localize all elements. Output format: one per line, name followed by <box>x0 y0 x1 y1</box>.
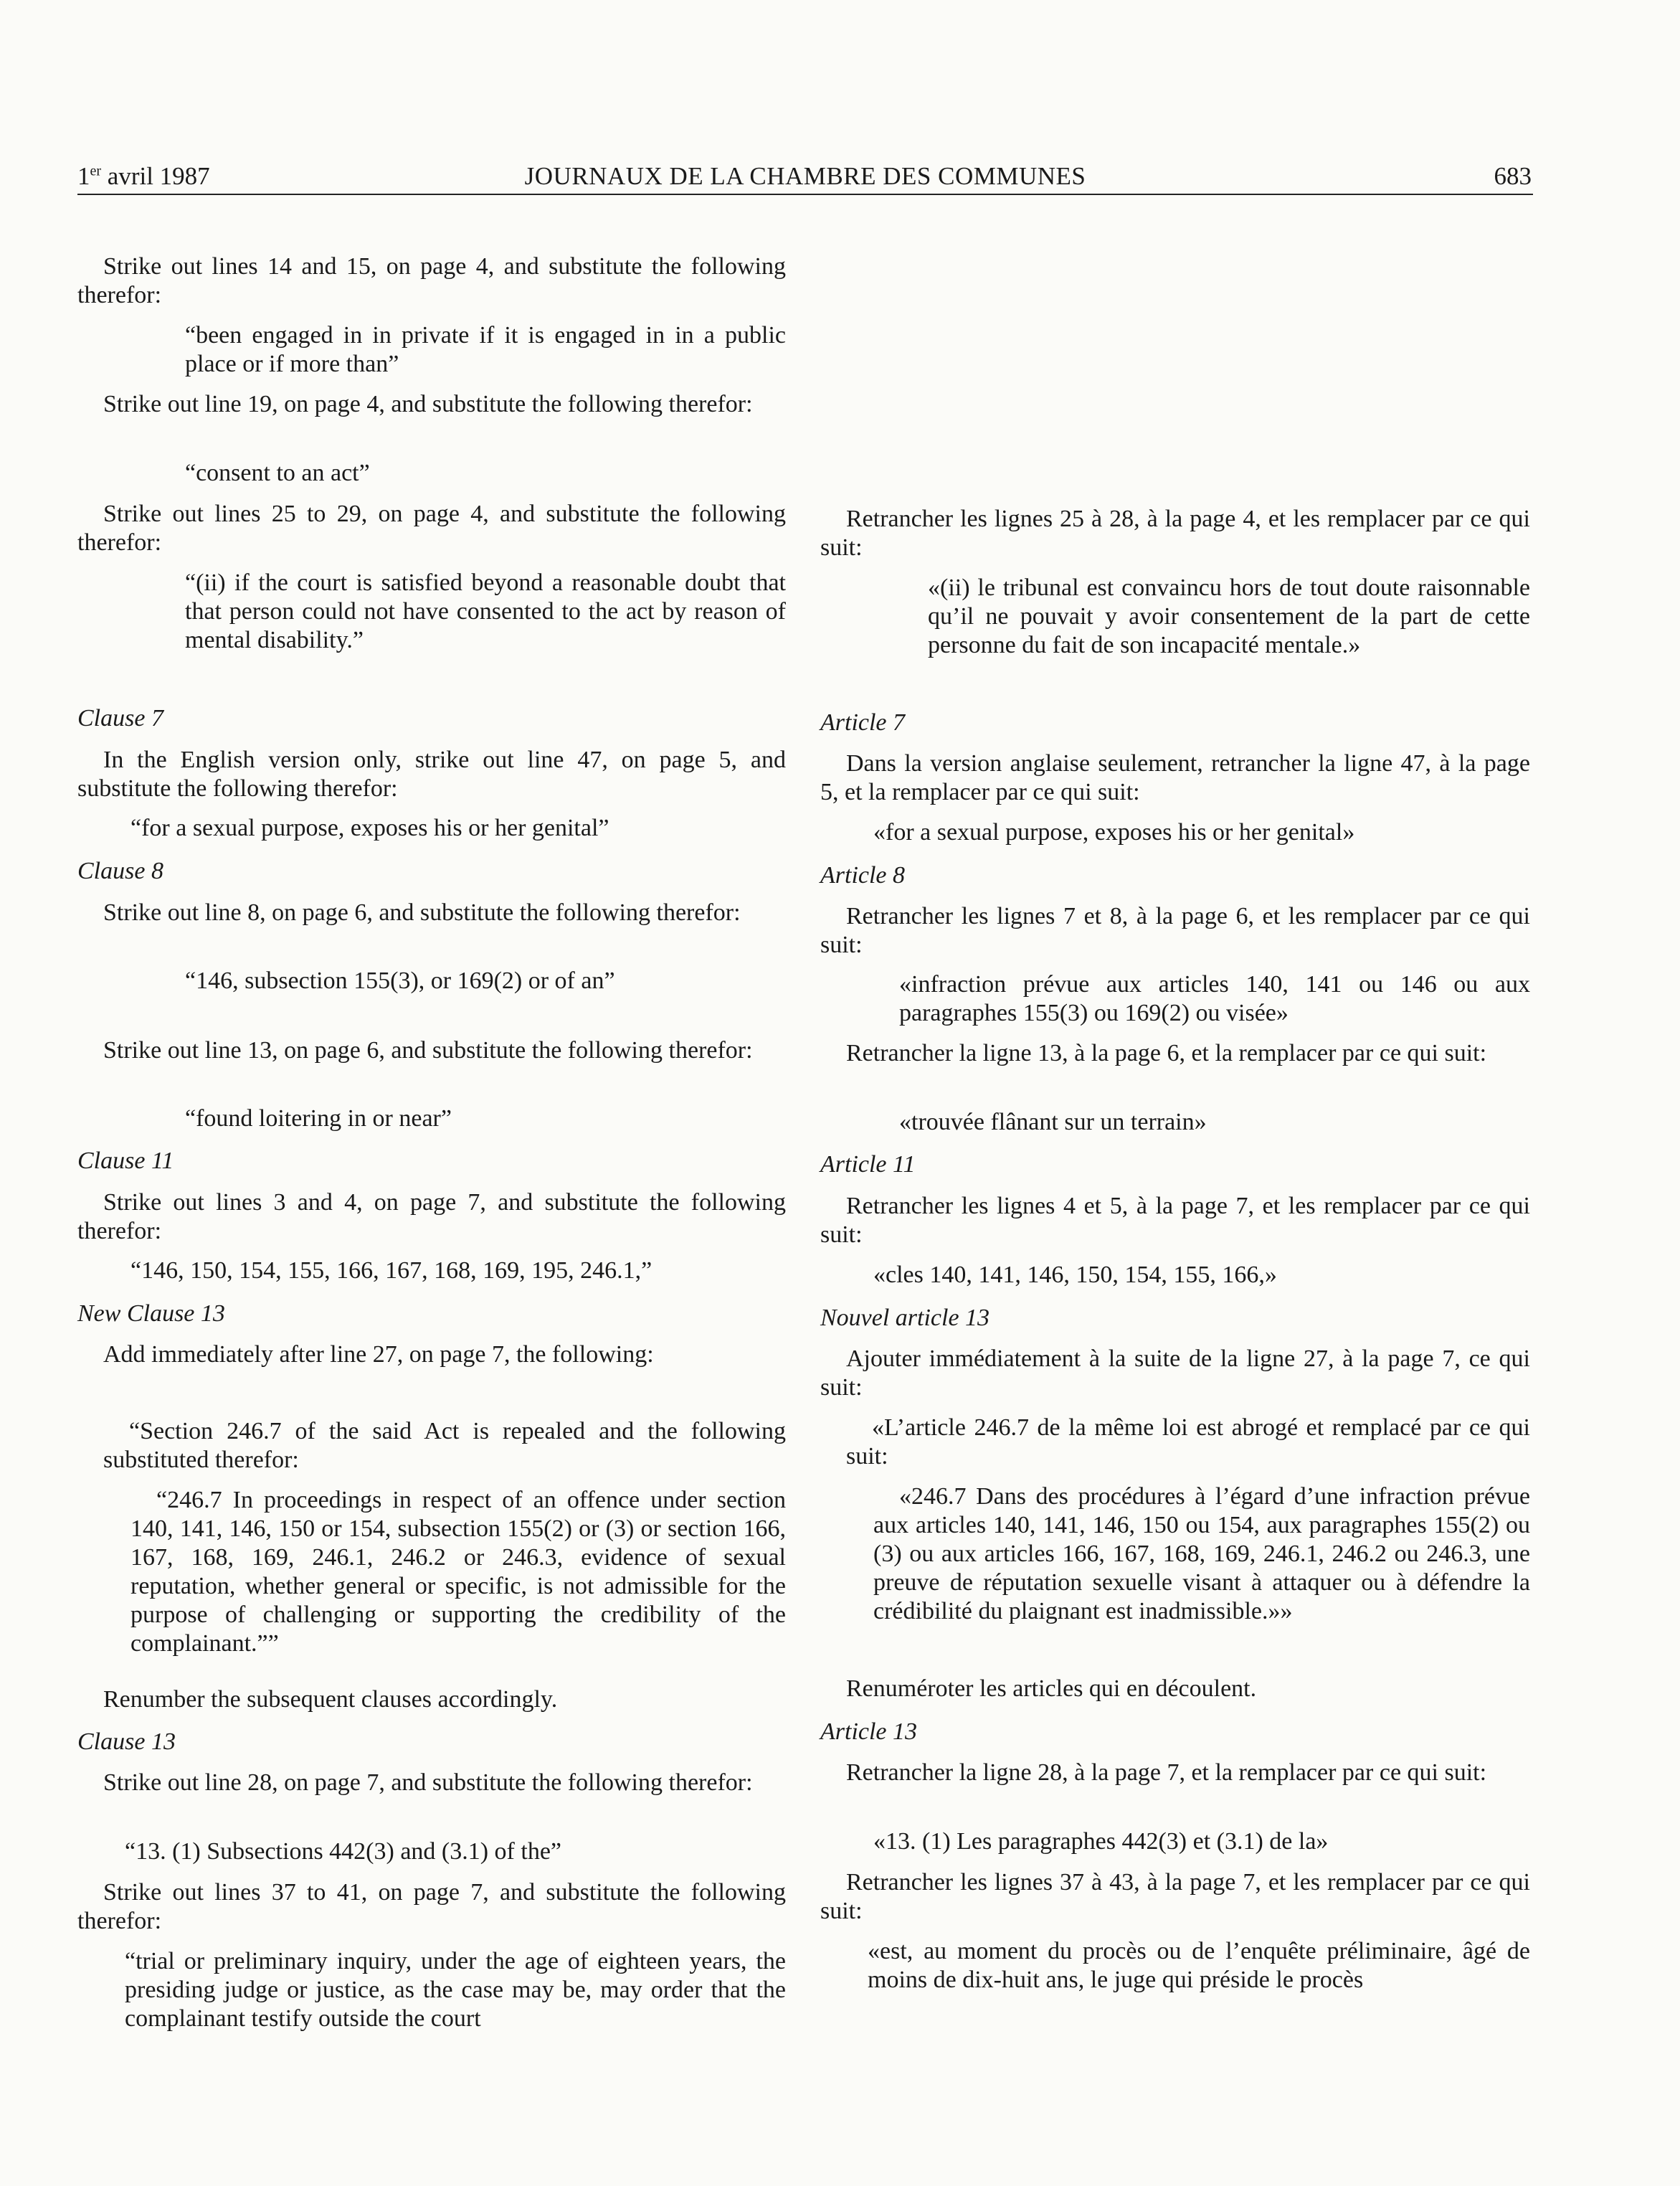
en-instruction-4: In the English version only, strike out line 47, on page 5, and substitute the following therefor: <box>77 747 786 802</box>
fr-instruction-7: Renuméroter les articles qui en découlent. <box>846 1675 1257 1702</box>
en-quote-11: “trial or preliminary inquiry, under the age of eighteen years, the presiding judge or justice, as the case may be, may order that the complainant testify outside the court <box>125 1948 786 2032</box>
fr-heading-article-8: Article 8 <box>820 862 906 889</box>
en-instruction-6: Strike out line 13, on page 6, and substitute the following therefor: <box>103 1037 753 1064</box>
page-header <box>77 159 1533 195</box>
fr-instruction-3: Retrancher les lignes 7 et 8, à la page 6, et les remplacer par ce qui suit: <box>820 903 1530 958</box>
en-heading-new-clause-13: New Clause 13 <box>77 1300 225 1327</box>
fr-quote-6b: «246.7 Dans des procédures à l’égard d’une infraction prévue aux articles 140, 141, 146, 150 ou 154, aux paragraphes 155(2) ou (3) ou aux articles 166, 167, 168, 169, 246.1, 246.2 ou 246.3, une preuve de réputation sexuelle visant à attaquer ou à défendre la crédibilité du plaignant est inadmissible.»» <box>873 1483 1530 1624</box>
en-heading-clause-11: Clause 11 <box>77 1148 174 1174</box>
en-quote-6: “found loitering in or near” <box>185 1105 452 1132</box>
en-quote-2: “consent to an act” <box>185 460 370 486</box>
fr-quote-8: «13. (1) Les paragraphes 442(3) et (3.1) de la» <box>873 1828 1329 1855</box>
en-instruction-7: Strike out lines 3 and 4, on page 7, and substitute the following therefor: <box>77 1189 786 1244</box>
fr-quote-5: «cles 140, 141, 146, 150, 154, 155, 166,» <box>873 1262 1277 1288</box>
en-instruction-3: Strike out lines 25 to 29, on page 4, and substitute the following therefor: <box>77 501 786 556</box>
fr-heading-article-13: Article 13 <box>820 1718 918 1745</box>
en-quote-1: “been engaged in in private if it is engaged in in a public place or if more than” <box>185 322 786 377</box>
journal-title: JOURNAUX DE LA CHAMBRE DES COMMUNES <box>524 162 1086 190</box>
en-heading-clause-13: Clause 13 <box>77 1728 176 1755</box>
date-day: 1 <box>77 162 90 190</box>
en-quote-7: “146, 150, 154, 155, 166, 167, 168, 169, 195, 246.1,” <box>130 1257 652 1284</box>
en-instruction-1: Strike out lines 14 and 15, on page 4, and substitute the following therefor: <box>77 253 786 308</box>
en-quote-8a: “Section 246.7 of the said Act is repealed and the following substituted therefor: <box>103 1418 786 1473</box>
fr-quote-3: «infraction prévue aux articles 140, 141 ou 146 ou aux paragraphes 155(3) ou 169(2) ou visée» <box>899 971 1530 1026</box>
en-instruction-10: Strike out line 28, on page 7, and substitute the following therefor: <box>103 1769 753 1796</box>
en-quote-8b: “246.7 In proceedings in respect of an offence under section 140, 141, 146, 150 or 154, subsection 155(2) or (3) or section 166, 167, 168, 169, 246.1, 246.2 or 246.3, evidence of sexual reputation, whether general or specific, is not admissible for the purpose of challenging or supporting the credibility of the complainant.”” <box>130 1487 786 1657</box>
fr-instruction-2: Dans la version anglaise seulement, retrancher la ligne 47, à la page 5, et la remplacer par ce qui suit: <box>820 750 1530 805</box>
en-quote-4: “for a sexual purpose, exposes his or her genital” <box>130 815 609 841</box>
fr-quote-2: «for a sexual purpose, exposes his or her genital» <box>873 819 1355 846</box>
fr-instruction-1: Retrancher les lignes 25 à 28, à la page 4, et les remplacer par ce qui suit: <box>820 506 1530 561</box>
fr-instruction-8: Retrancher la ligne 28, à la page 7, et la remplacer par ce qui suit: <box>846 1759 1487 1786</box>
en-instruction-2: Strike out line 19, on page 4, and substitute the following therefor: <box>103 391 753 417</box>
fr-quote-1: «(ii) le tribunal est convaincu hors de tout doute raisonnable qu’il ne pouvait y avoir consentement de la part de cette personne du fait de son incapacité mentale.» <box>928 574 1530 658</box>
fr-instruction-6: Ajouter immédiatement à la suite de la ligne 27, à la page 7, ce qui suit: <box>820 1345 1530 1401</box>
en-instruction-5: Strike out line 8, on page 6, and substitute the following therefor: <box>103 899 741 926</box>
fr-quote-6a: «L’article 246.7 de la même loi est abrogé et remplacé par ce qui suit: <box>846 1414 1530 1470</box>
en-quote-10: “13. (1) Subsections 442(3) and (3.1) of the” <box>125 1838 562 1865</box>
en-heading-clause-8: Clause 8 <box>77 858 163 884</box>
en-heading-clause-7: Clause 7 <box>77 705 163 732</box>
fr-heading-nouvel-article-13: Nouvel article 13 <box>820 1305 990 1331</box>
date-ordinal: er <box>90 163 102 179</box>
fr-instruction-9: Retrancher les lignes 37 à 43, à la page 7, et les remplacer par ce qui suit: <box>820 1869 1530 1924</box>
en-instruction-8: Add immediately after line 27, on page 7, the following: <box>103 1341 654 1368</box>
fr-quote-4: «trouvée flânant sur un terrain» <box>899 1109 1207 1135</box>
fr-heading-article-7: Article 7 <box>820 709 906 736</box>
page-number: 683 <box>1494 162 1532 190</box>
en-instruction-9: Renumber the subsequent clauses accordingly. <box>103 1686 558 1713</box>
fr-instruction-4: Retrancher la ligne 13, à la page 6, et la remplacer par ce qui suit: <box>846 1040 1487 1066</box>
en-quote-5: “146, subsection 155(3), or 169(2) or of an” <box>185 967 615 994</box>
fr-heading-article-11: Article 11 <box>820 1151 916 1178</box>
date-month-year: avril 1987 <box>101 162 210 190</box>
en-quote-3: “(ii) if the court is satisfied beyond a reasonable doubt that that person could not have consented to the act by reason of mental disability.” <box>185 569 786 653</box>
fr-instruction-5: Retrancher les lignes 4 et 5, à la page 7, et les remplacer par ce qui suit: <box>820 1193 1530 1248</box>
en-instruction-11: Strike out lines 37 to 41, on page 7, and substitute the following therefor: <box>77 1879 786 1934</box>
fr-quote-9: «est, au moment du procès ou de l’enquête préliminaire, âgé de moins de dix-huit ans, le juge qui préside le procès <box>868 1938 1530 1993</box>
